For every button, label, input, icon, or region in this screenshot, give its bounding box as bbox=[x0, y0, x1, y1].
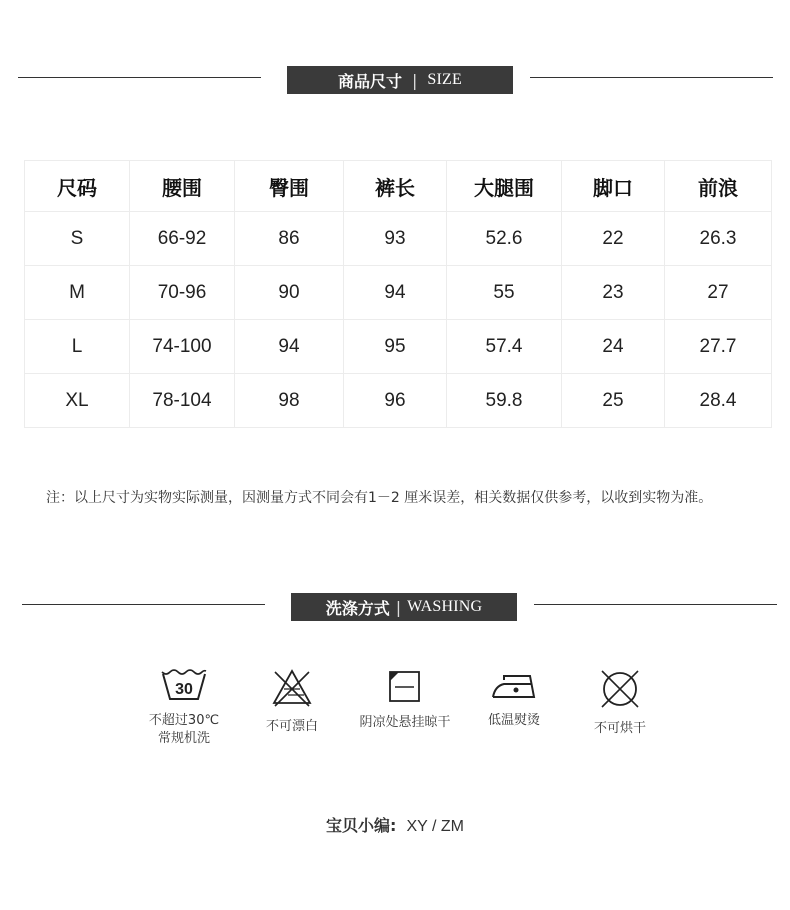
care-item-dry bbox=[345, 668, 465, 732]
low-iron-icon bbox=[490, 668, 538, 702]
table-cell: 28.4 bbox=[665, 374, 772, 428]
header-cell: 前浪 bbox=[665, 161, 772, 212]
table-cell: 55 bbox=[447, 266, 562, 320]
wash-30-icon bbox=[160, 668, 208, 702]
header-rule-left bbox=[18, 77, 261, 78]
size-section-header bbox=[0, 66, 790, 94]
table-cell: L bbox=[25, 320, 130, 374]
table-cell: 78-104 bbox=[130, 374, 235, 428]
table-cell: M bbox=[25, 266, 130, 320]
wash-temperature: 30 bbox=[175, 681, 193, 698]
header-cell: 裤长 bbox=[344, 161, 447, 212]
table-cell: S bbox=[25, 212, 130, 266]
care-item-bleach bbox=[232, 668, 352, 736]
washing-title-cn: 洗涤方式 bbox=[325, 598, 390, 618]
no-tumble-dry-icon bbox=[599, 668, 641, 710]
editor-credit bbox=[0, 813, 790, 836]
table-cell: 66-92 bbox=[130, 212, 235, 266]
care-caption bbox=[345, 714, 465, 732]
size-title-separator: | bbox=[412, 70, 418, 90]
care-caption-line: 不可漂白 bbox=[265, 719, 318, 734]
table-cell: 26.3 bbox=[665, 212, 772, 266]
care-item-wash bbox=[124, 668, 244, 748]
table-cell: 96 bbox=[344, 374, 447, 428]
header-rule-left bbox=[22, 604, 265, 605]
care-caption-line: 阴凉处悬挂晾干 bbox=[359, 715, 451, 730]
washing-title-separator: | bbox=[395, 597, 402, 617]
table-cell: 23 bbox=[562, 266, 665, 320]
table-row bbox=[25, 212, 772, 266]
washing-section-header bbox=[0, 593, 790, 621]
washing-section-label bbox=[291, 593, 517, 621]
table-cell: 70-96 bbox=[130, 266, 235, 320]
header-cell: 尺码 bbox=[25, 161, 130, 212]
table-cell: 94 bbox=[344, 266, 447, 320]
table-header-row bbox=[25, 161, 772, 212]
size-section-label bbox=[287, 66, 513, 94]
header-cell: 脚口 bbox=[562, 161, 665, 212]
table-cell: XL bbox=[25, 374, 130, 428]
header-cell: 腰围 bbox=[130, 161, 235, 212]
care-caption bbox=[560, 720, 680, 738]
header-rule-right bbox=[530, 77, 773, 78]
care-item-iron bbox=[454, 668, 574, 730]
table-cell: 86 bbox=[235, 212, 344, 266]
care-caption-line: 低温熨烫 bbox=[487, 713, 540, 728]
editor-label: 宝贝小编: bbox=[326, 816, 397, 835]
table-cell: 52.6 bbox=[447, 212, 562, 266]
table-cell: 98 bbox=[235, 374, 344, 428]
table-cell: 25 bbox=[562, 374, 665, 428]
header-cell: 臀围 bbox=[235, 161, 344, 212]
care-caption-line: 常规机洗 bbox=[157, 731, 210, 746]
table-cell: 93 bbox=[344, 212, 447, 266]
table-cell: 95 bbox=[344, 320, 447, 374]
table-row bbox=[25, 266, 772, 320]
care-caption-line: 不可烘干 bbox=[593, 721, 646, 736]
table-cell: 90 bbox=[235, 266, 344, 320]
table-cell: 94 bbox=[235, 320, 344, 374]
care-caption bbox=[454, 712, 574, 730]
measurement-note: 注：以上尺寸为实物实际测量，因测量方式不同会有1－2 厘米误差，相关数据仅供参考，以收到实物为准。 bbox=[46, 490, 713, 506]
no-bleach-icon bbox=[271, 668, 313, 708]
shade-line-dry-icon bbox=[387, 668, 423, 704]
size-title-en: SIZE bbox=[427, 71, 462, 88]
table-cell: 59.8 bbox=[447, 374, 562, 428]
size-title-cn: 商品尺寸 bbox=[338, 71, 403, 91]
table-cell: 27 bbox=[665, 266, 772, 320]
table-cell: 24 bbox=[562, 320, 665, 374]
table-row bbox=[25, 320, 772, 374]
editor-value: XY / ZM bbox=[406, 818, 464, 835]
table-cell: 74-100 bbox=[130, 320, 235, 374]
care-caption bbox=[124, 712, 244, 748]
size-table bbox=[24, 160, 772, 428]
table-row bbox=[25, 374, 772, 428]
table-cell: 57.4 bbox=[447, 320, 562, 374]
header-rule-right bbox=[534, 604, 777, 605]
care-caption-line: 不超过30℃ bbox=[148, 713, 220, 728]
table-cell: 22 bbox=[562, 212, 665, 266]
table-cell: 27.7 bbox=[665, 320, 772, 374]
header-cell: 大腿围 bbox=[447, 161, 562, 212]
washing-title-en: WASHING bbox=[407, 598, 483, 615]
care-caption bbox=[232, 718, 352, 736]
care-item-tumble bbox=[560, 668, 680, 738]
